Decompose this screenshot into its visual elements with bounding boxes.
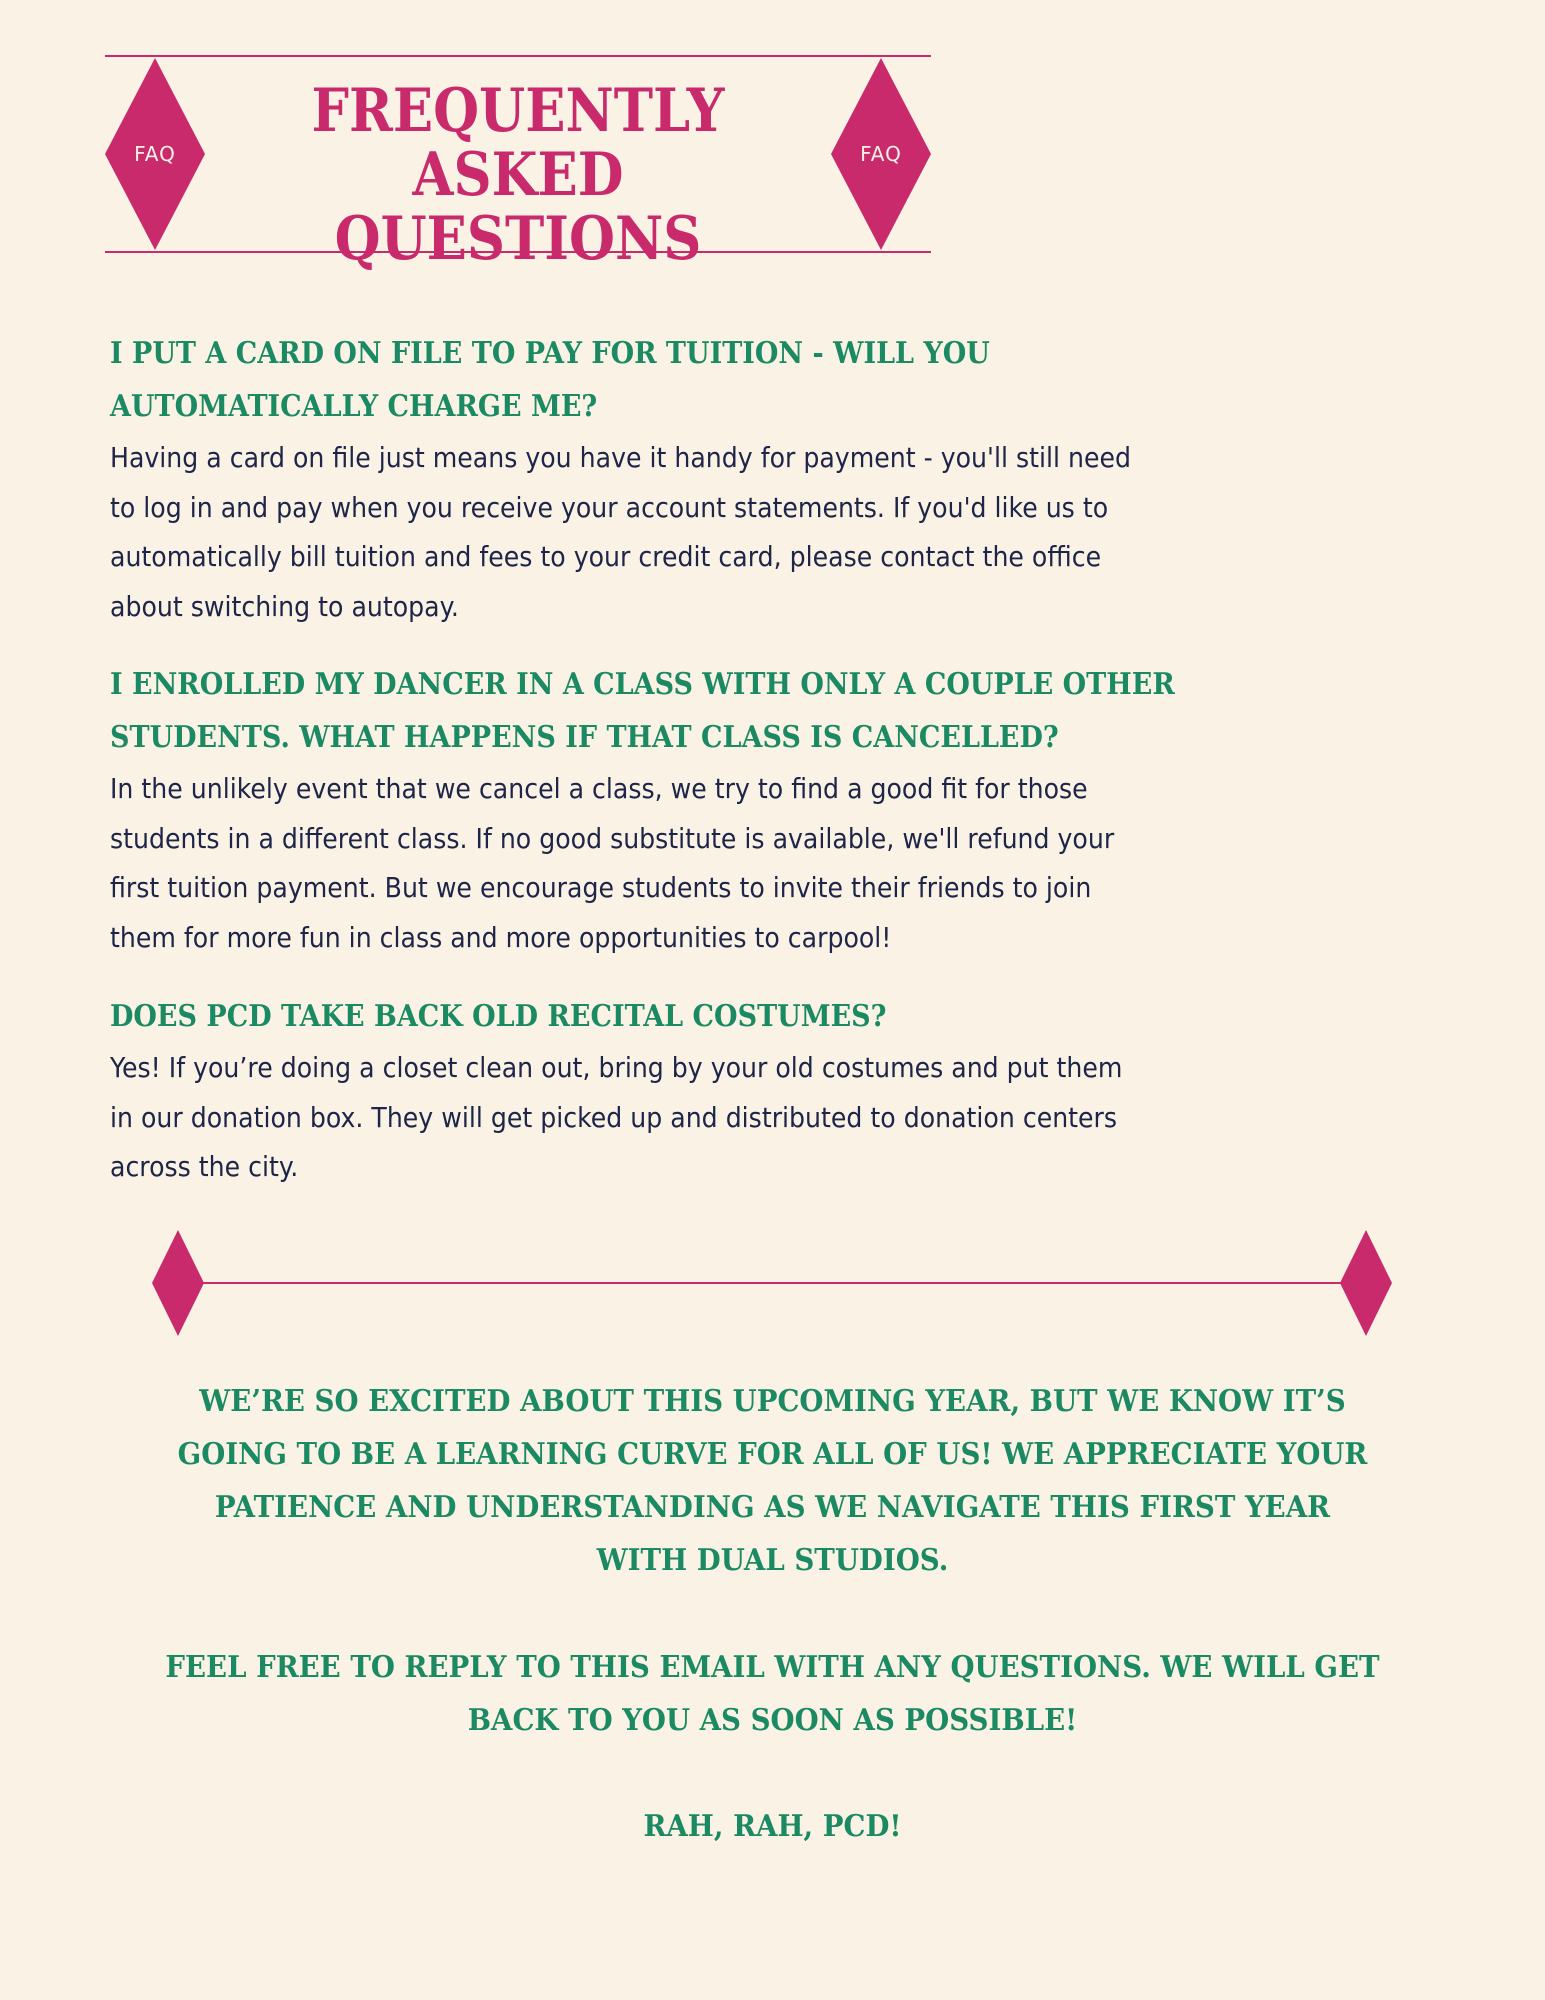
- page-title-line-2: ASKED QUESTIONS: [334, 140, 702, 274]
- faq-answer-line: In the unlikely event that we cancel a class, we try to find a good fit for those: [110, 772, 1088, 805]
- faq-answer-line: in our donation box. They will get picked up and distributed to donation centers: [110, 1100, 1118, 1134]
- faq-question-line: STUDENTS. WHAT HAPPENS IF THAT CLASS IS CANCELLED?: [110, 720, 1059, 755]
- closing-line: WITH DUAL STUDIOS.: [596, 1543, 949, 1578]
- faq-question: [110, 327, 1280, 433]
- faq-answer-line: Having a card on file just means you have it handy for payment - you'll still need: [110, 441, 1131, 474]
- closing-line: BACK TO YOU AS SOON AS POSSIBLE!: [467, 1703, 1078, 1738]
- faq-question-line: DOES PCD TAKE BACK OLD RECITAL COSTUMES?: [110, 999, 887, 1034]
- faq-answer-line: across the city.: [110, 1150, 299, 1183]
- closing-line: PATIENCE AND UNDERSTANDING AS WE NAVIGATE THIS FIRST YEAR: [214, 1490, 1331, 1525]
- faq-question-line: I ENROLLED MY DANCER IN A CLASS WITH ONLY A COUPLE OTHER: [110, 667, 1175, 702]
- faq-badge-right-label: FAQ: [860, 142, 902, 166]
- faq-answer-line: Yes! If you’re doing a closet clean out, bring by your old costumes and put them: [110, 1051, 1123, 1084]
- faq-item-class-cancelled: [110, 658, 1410, 962]
- faq-answer-line: first tuition payment. But we encourage students to invite their friends to join: [110, 871, 1092, 904]
- faq-question-line: AUTOMATICALLY CHARGE ME?: [110, 389, 598, 424]
- faq-badge-left: [105, 58, 205, 250]
- closing-line: WE’RE SO EXCITED ABOUT THIS UPCOMING YEAR, BUT WE KNOW IT’S: [199, 1384, 1346, 1419]
- faq-answer: [110, 1043, 1307, 1192]
- signoff-text: RAH, RAH, PCD!: [643, 1809, 902, 1844]
- divider-graphic: [152, 1230, 1392, 1336]
- diamond-icon: [152, 1230, 204, 1336]
- faq-badge-left-label: FAQ: [134, 142, 176, 166]
- faq-header: [105, 55, 931, 274]
- faq-answer-line: about switching to autopay.: [110, 589, 459, 623]
- faq-answer-line: to log in and pay when you receive your account statements. If you'd like us to: [110, 490, 1109, 524]
- faq-answer-line: students in a different class. If no good substitute is available, we'll refund your: [110, 821, 1115, 855]
- faq-answer-line: automatically bill tuition and fees to your credit card, please contact the office: [110, 540, 1102, 573]
- closing-line: FEEL FREE TO REPLY TO THIS EMAIL WITH ANY QUESTIONS. WE WILL GET: [165, 1650, 1380, 1685]
- closing-contact: [100, 1641, 1445, 1747]
- closing-line: GOING TO BE A LEARNING CURVE FOR ALL OF US! WE APPRECIATE YOUR: [177, 1437, 1368, 1472]
- page-title: [243, 76, 794, 274]
- faq-question-line: I PUT A CARD ON FILE TO PAY FOR TUITION - WILL YOU: [110, 336, 990, 371]
- diamond-icon: [1340, 1230, 1392, 1336]
- faq-item-recital-costumes: [110, 990, 1410, 1192]
- faq-badge-right: [831, 58, 931, 250]
- section-divider: [152, 1230, 1392, 1336]
- closing-signoff: [100, 1800, 1445, 1853]
- faq-answer-line: them for more fun in class and more opportunities to carpool!: [110, 920, 892, 954]
- header-top-rule: [105, 55, 931, 57]
- page-title-line-1: FREQUENTLY: [311, 76, 725, 146]
- faq-answer: [110, 433, 1307, 631]
- faq-item-card-on-file: [110, 327, 1410, 631]
- faq-question: [110, 658, 1280, 764]
- closing-message: [100, 1375, 1445, 1587]
- faq-answer: [110, 764, 1307, 962]
- faq-question: [110, 990, 1280, 1043]
